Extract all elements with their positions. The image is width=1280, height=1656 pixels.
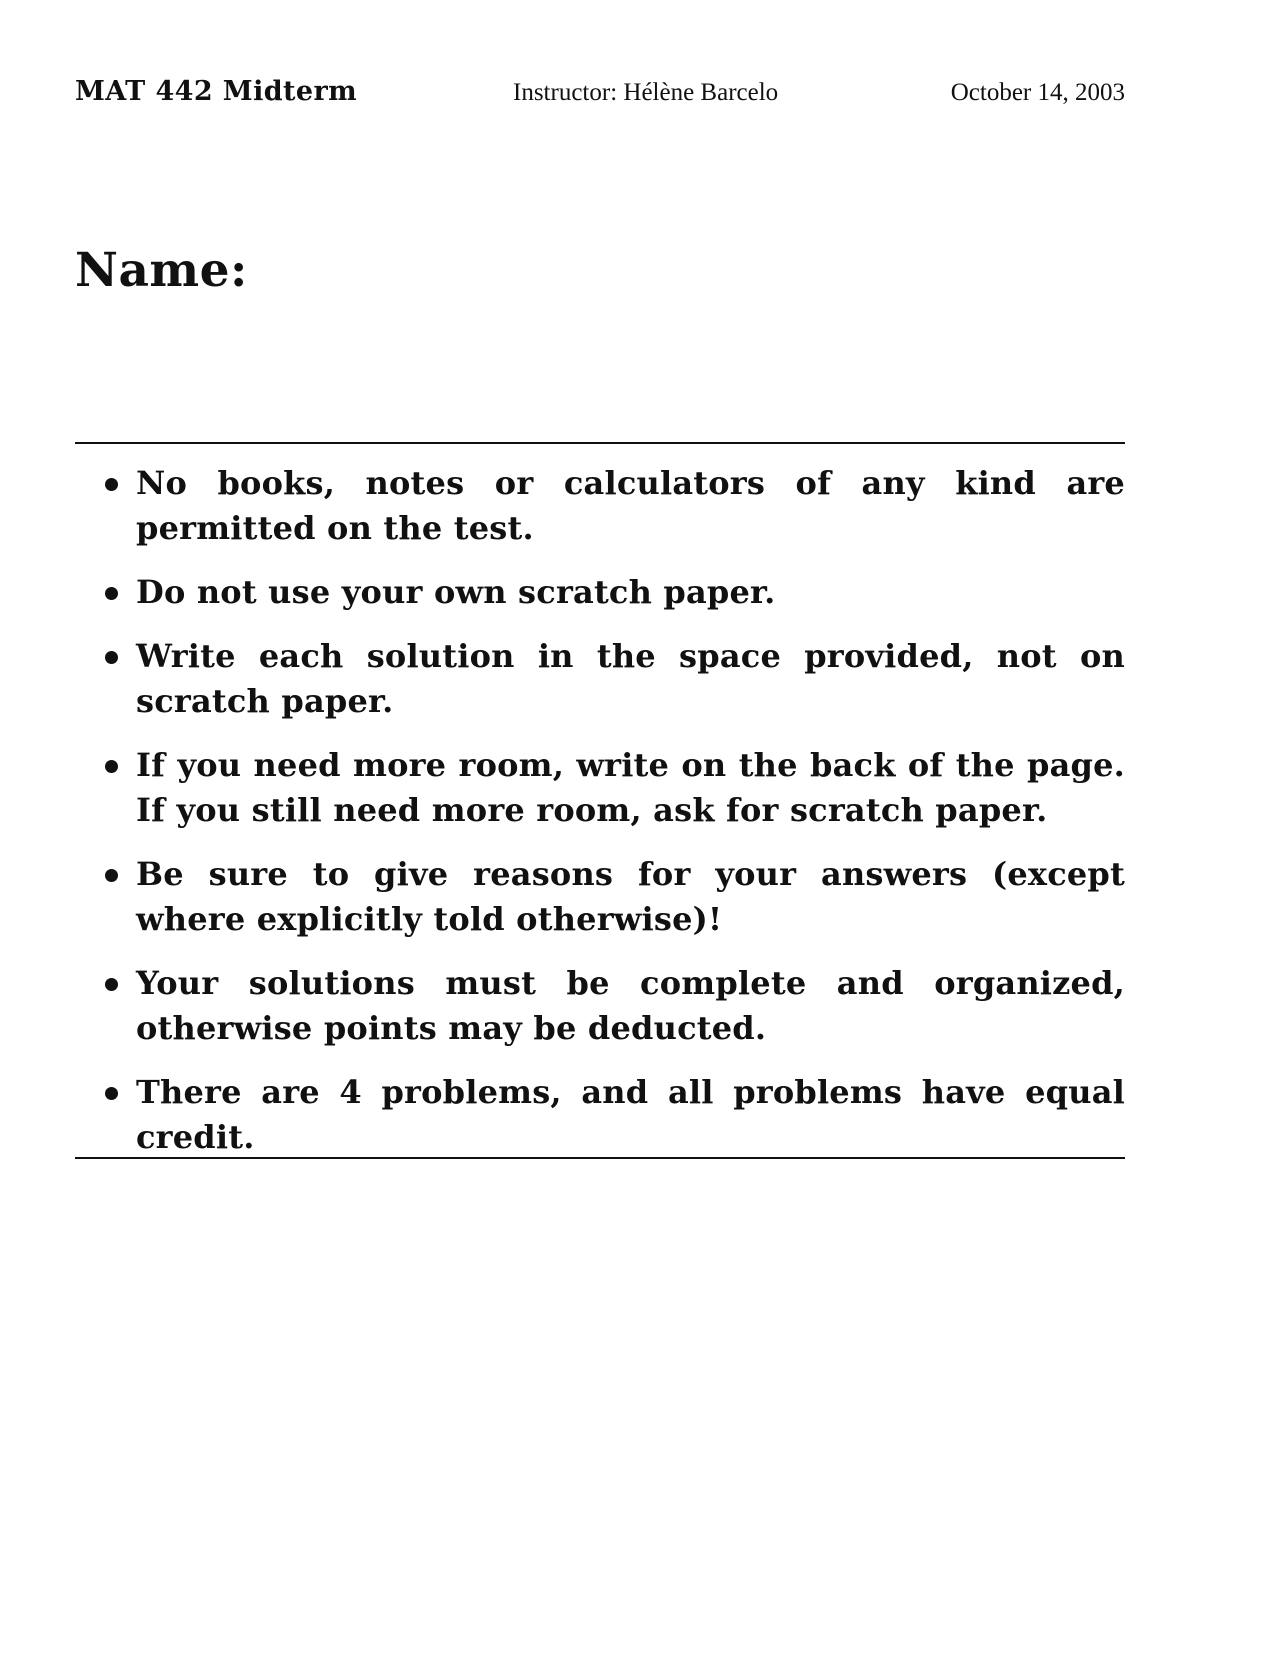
instruction-item (75, 961, 1125, 1051)
bullet-icon (105, 978, 118, 991)
instruction-item (75, 461, 1125, 551)
course-title: MAT 442 Midterm (75, 76, 358, 107)
instruction-text: Your solutions must be complete and organized, otherwise points may be deducted. (136, 964, 1125, 1047)
instruction-item (75, 634, 1125, 724)
instructions-list (75, 461, 1125, 1179)
page-header (75, 76, 1125, 116)
instructor-name: Instructor: Hélène Barcelo (513, 79, 779, 106)
instruction-text: There are 4 problems, and all problems have equal credit. (136, 1073, 1125, 1156)
exam-date: October 14, 2003 (950, 79, 1125, 106)
bullet-icon (105, 869, 118, 882)
bottom-divider (75, 1157, 1125, 1159)
instruction-item (75, 570, 1125, 615)
top-divider (75, 442, 1125, 444)
instruction-text: Write each solution in the space provided, not on scratch paper. (136, 637, 1125, 720)
instruction-item (75, 1070, 1125, 1160)
instruction-item (75, 743, 1125, 833)
instruction-text: No books, notes or calculators of any kind are permitted on the test. (136, 464, 1125, 547)
bullet-icon (105, 478, 118, 491)
bullet-icon (105, 587, 118, 600)
instruction-text: Be sure to give reasons for your answers (except where explicitly told otherwise)! (136, 855, 1125, 938)
bullet-icon (105, 1087, 118, 1100)
instruction-text: If you need more room, write on the back of the page. If you still need more room, ask for scratch paper. (136, 746, 1125, 829)
bullet-icon (105, 760, 118, 773)
instruction-item (75, 852, 1125, 942)
name-label: Name: (75, 243, 248, 298)
instruction-text: Do not use your own scratch paper. (136, 573, 776, 611)
bullet-icon (105, 651, 118, 664)
